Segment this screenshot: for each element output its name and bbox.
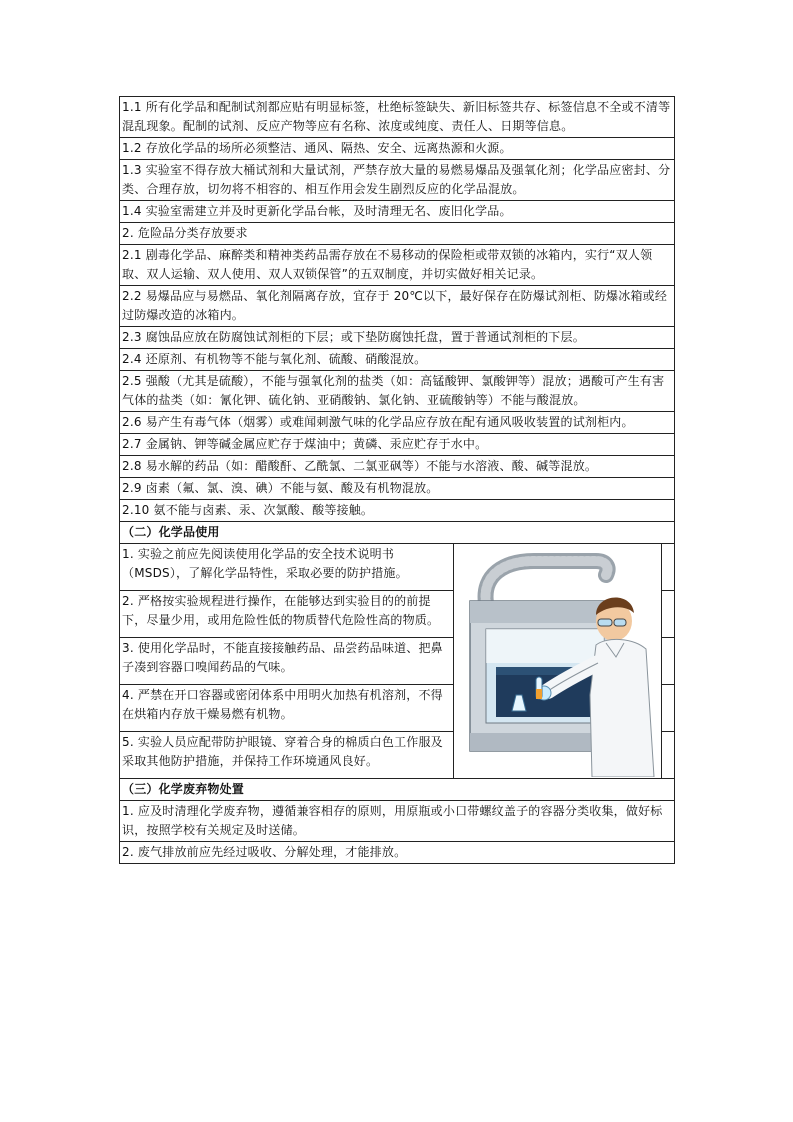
rule-2-6: 2.6 易产生有毒气体（烟雾）或难闻刺激气味的化学品应存放在配有通风吸收装置的试剂柜内。 bbox=[120, 412, 675, 434]
table-edge-cell bbox=[662, 544, 675, 591]
table-row bbox=[120, 412, 675, 434]
rule-2-8: 2.8 易水解的药品（如：醋酸酐、乙酰氯、二氯亚砜等）不能与水溶液、酸、碱等混放。 bbox=[120, 456, 675, 478]
rule-2-3: 2.3 腐蚀品应放在防腐蚀试剂柜的下层；或下垫防腐蚀托盘，置于普通试剂柜的下层。 bbox=[120, 327, 675, 349]
table-row bbox=[120, 456, 675, 478]
rule-1-1: 1.1 所有化学品和配制试剂都应贴有明显标签，杜绝标签缺失、新旧标签共存、标签信息不全或不清等混乱现象。配制的试剂、反应产物等应有名称、浓度或纯度、责任人、日期等信息。 bbox=[120, 97, 675, 138]
table-edge-cell bbox=[662, 591, 675, 638]
table-edge-cell bbox=[662, 685, 675, 732]
hazard-heading: 2. 危险品分类存放要求 bbox=[120, 223, 675, 245]
table-row bbox=[120, 97, 675, 138]
use-rule-5: 5. 实验人员应配带防护眼镜、穿着合身的棉质白色工作服及采取其他防护措施，并保持工作环境通风良好。 bbox=[120, 732, 454, 779]
waste-heading: （三）化学废弃物处置 bbox=[120, 779, 675, 801]
use-rule-4: 4. 严禁在开口容器或密闭体系中用明火加热有机溶剂，不得在烘箱内存放干燥易燃有机物。 bbox=[120, 685, 454, 732]
table-row bbox=[120, 349, 675, 371]
rule-2-9: 2.9 卤素（氟、氯、溴、碘）不能与氨、酸及有机物混放。 bbox=[120, 478, 675, 500]
rule-2-5: 2.5 强酸（尤其是硫酸），不能与强氧化剂的盐类（如：高锰酸钾、氯酸钾等）混放；遇酸可产生有害气体的盐类（如：氰化钾、硫化钠、亚硝酸钠、氯化钠、亚硫酸钠等）不能与酸混放。 bbox=[120, 371, 675, 412]
table-row bbox=[120, 842, 675, 864]
table-row bbox=[120, 779, 675, 801]
table-row bbox=[120, 522, 675, 544]
table-row bbox=[120, 500, 675, 522]
use-heading: （二）化学品使用 bbox=[120, 522, 675, 544]
illustration-cell bbox=[454, 544, 662, 779]
use-rule-3: 3. 使用化学品时，不能直接接触药品、品尝药品味道、把鼻子凑到容器口嗅闻药品的气味。 bbox=[120, 638, 454, 685]
rule-1-3: 1.3 实验室不得存放大桶试剂和大量试剂，严禁存放大量的易燃易爆品及强氧化剂；化学品应密封、分类、合理存放，切勿将不相容的、相互作用会发生剧烈反应的化学品混放。 bbox=[120, 160, 675, 201]
table-row bbox=[120, 371, 675, 412]
table-row bbox=[120, 138, 675, 160]
use-rule-1: 1. 实验之前应先阅读使用化学品的安全技术说明书（MSDS），了解化学品特性，采取必要的防护措施。 bbox=[120, 544, 454, 591]
rule-2-1: 2.1 剧毒化学品、麻醉类和精神类药品需存放在不易移动的保险柜或带双锁的冰箱内，实行“双人领取、双人运输、双人使用、双人双锁保管”的五双制度，并切实做好相关记录。 bbox=[120, 245, 675, 286]
table-edge-cell bbox=[662, 732, 675, 779]
waste-rule-2: 2. 废气排放前应先经过吸收、分解处理，才能排放。 bbox=[120, 842, 675, 864]
table-row bbox=[120, 245, 675, 286]
table-edge-cell bbox=[662, 638, 675, 685]
table-row bbox=[120, 544, 675, 591]
rule-2-10: 2.10 氨不能与卤素、汞、次氯酸、酸等接触。 bbox=[120, 500, 675, 522]
fume-hood-scientist-illustration bbox=[456, 545, 660, 777]
table-row bbox=[120, 327, 675, 349]
table-row bbox=[120, 478, 675, 500]
rule-2-7: 2.7 金属钠、钾等碱金属应贮存于煤油中；黄磷、汞应贮存于水中。 bbox=[120, 434, 675, 456]
waste-rule-1: 1. 应及时清理化学废弃物，遵循兼容相存的原则，用原瓶或小口带螺纹盖子的容器分类收集，做好标识，按照学校有关规定及时送储。 bbox=[120, 801, 675, 842]
rule-2-2: 2.2 易爆品应与易燃品、氧化剂隔离存放，宜存于 20℃以下，最好保存在防爆试剂柜、防爆冰箱或经过防爆改造的冰箱内。 bbox=[120, 286, 675, 327]
table-row bbox=[120, 801, 675, 842]
use-rule-2: 2. 严格按实验规程进行操作，在能够达到实验目的的前提下，尽量少用，或用危险性低的物质替代危险性高的物质。 bbox=[120, 591, 454, 638]
safety-rules-table bbox=[119, 96, 675, 864]
rule-1-4: 1.4 实验室需建立并及时更新化学品台帐，及时清理无名、废旧化学品。 bbox=[120, 201, 675, 223]
table-row bbox=[120, 201, 675, 223]
table-row bbox=[120, 160, 675, 201]
table-row bbox=[120, 434, 675, 456]
rule-2-4: 2.4 还原剂、有机物等不能与氧化剂、硫酸、硝酸混放。 bbox=[120, 349, 675, 371]
document-page bbox=[119, 96, 674, 864]
rule-1-2: 1.2 存放化学品的场所必须整洁、通风、隔热、安全、远离热源和火源。 bbox=[120, 138, 675, 160]
table-row bbox=[120, 286, 675, 327]
table-row bbox=[120, 223, 675, 245]
